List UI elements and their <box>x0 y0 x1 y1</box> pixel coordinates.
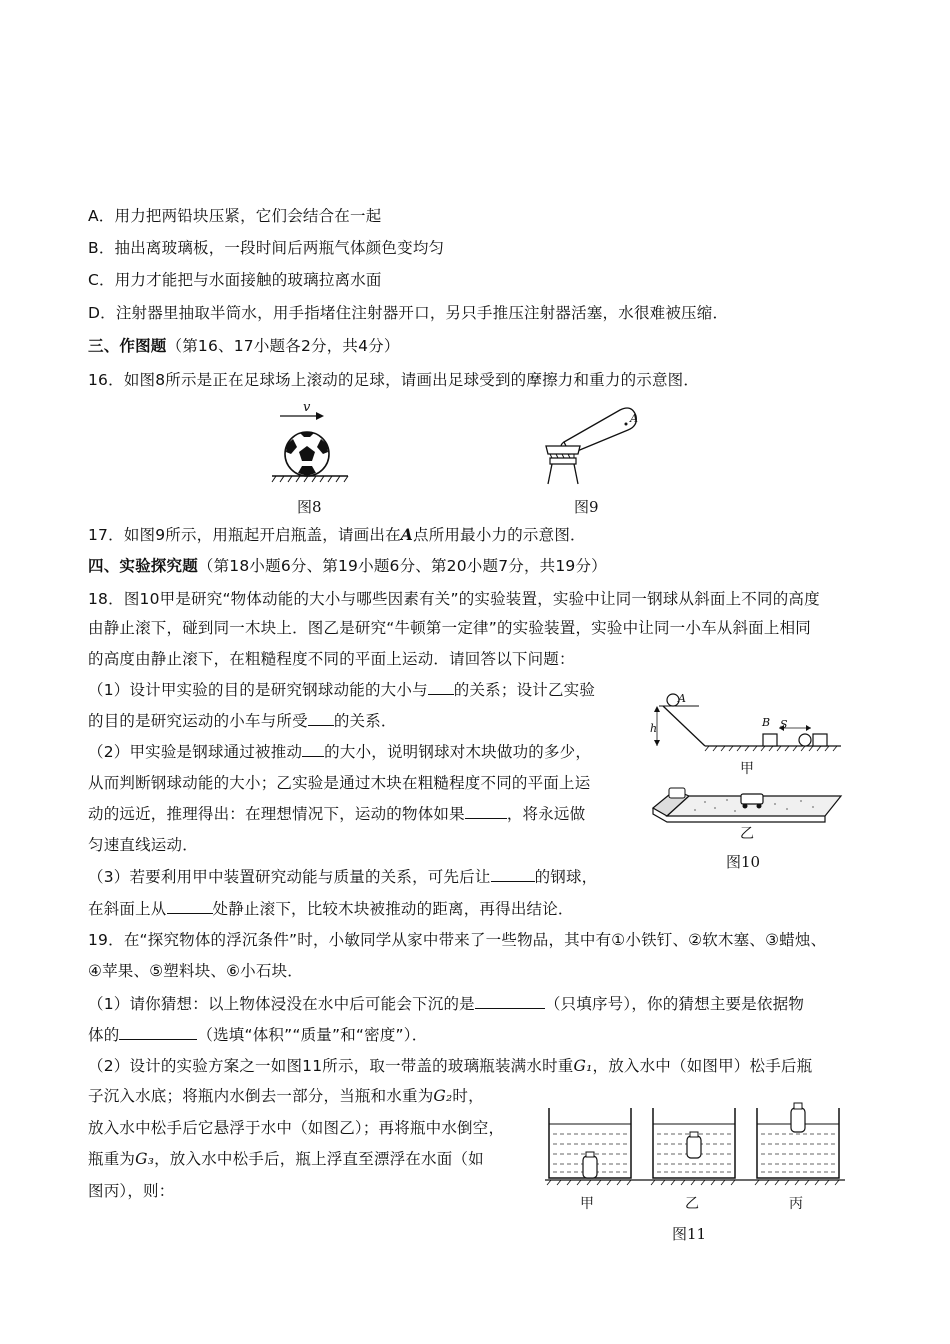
q17-post: 点所用最小力的示意图． <box>413 526 586 544</box>
option-a: A．用力把两铅块压紧，它们会结合在一起 <box>88 207 382 225</box>
section3-heading: 三、作图题 <box>88 337 167 355</box>
q19-p2-l4b: ，放入水中松手后，瓶上浮直至漂浮在水面（如 <box>154 1150 484 1168</box>
section4-title <box>88 555 607 577</box>
beaker-bing <box>757 1103 839 1178</box>
fig11-caption: 图11 <box>672 1225 707 1243</box>
q18-p2-l3a: 动的远近，推理得出：在理想情况下，运动的物体如果 <box>88 805 465 823</box>
q18-p2-l1b: 的大小，说明钢球对木块做功的多少， <box>324 743 592 761</box>
fig9-point-label: A <box>630 412 638 425</box>
q18-p2-line4: 匀速直线运动． <box>88 836 198 854</box>
q18-p1-l2b: 的关系． <box>333 712 397 730</box>
q18-p1-line2 <box>88 710 397 732</box>
q19-p2-l1b: ，放入水中（如图甲）松手后瓶 <box>592 1057 813 1075</box>
q18-p2-l3b: ，将永远做 <box>506 805 586 823</box>
q17-text <box>88 524 586 546</box>
fig10-label-a: A <box>678 692 686 705</box>
q19-g3: G₃ <box>135 1150 155 1168</box>
q19-p2-line2 <box>88 1085 484 1107</box>
q18-blank-3[interactable] <box>302 742 324 757</box>
q18-p3-l1a: （3）若要利用甲中装置研究动能与质量的关系，可先后让 <box>88 868 491 886</box>
q19-p2-line1 <box>88 1055 812 1077</box>
section4-heading: 四、实验探究题 <box>88 557 198 575</box>
q19-p1-line2 <box>88 1024 427 1046</box>
q18-p3-l2a: 在斜面上从 <box>88 900 167 918</box>
q18-line3: 的高度由静止滚下，在粗糙程度不同的平面上运动．请回答以下问题： <box>88 650 575 668</box>
fig9-caption: 图9 <box>574 498 599 516</box>
option-d: D．注射器里抽取半筒水，用手指堵住注射器开口，另只手推压注射器活塞，水很难被压缩． <box>88 304 729 322</box>
q19-line1: 19．在“探究物体的浮沉条件”时，小敏同学从家中带来了一些物品，其中有①小铁钉、②软木塞、③蜡烛、 <box>88 931 827 949</box>
section3-note: （第16、17小题各2分，共4分） <box>166 337 400 355</box>
q17-pre: 17．如图9所示，用瓶起开启瓶盖，请画出在 <box>88 526 401 544</box>
q18-p3-line2 <box>88 898 574 920</box>
q19-p2-l1a: （2）设计的实验方案之一如图11所示，取一带盖的玻璃瓶装满水时重 <box>88 1057 574 1075</box>
q18-p1-l2a: 的目的是研究运动的小车与所受 <box>88 712 308 730</box>
q18-p1-l1a: （1）设计甲实验的目的是研究钢球动能的大小与 <box>88 681 428 699</box>
q19-p1-line1 <box>88 993 804 1015</box>
fig9-bottle-opener <box>540 402 640 492</box>
q19-p2-l4a: 瓶重为 <box>88 1150 136 1168</box>
beaker-jia <box>549 1108 631 1178</box>
option-b: B．抽出离玻璃板，一段时间后两瓶气体颜色变均匀 <box>88 239 445 257</box>
option-c: C．用力才能把与水面接触的玻璃拉离水面 <box>88 271 382 289</box>
q18-line1: 18．图10甲是研究“物体动能的大小与哪些因素有关”的实验装置，实验中让同一钢球从斜面上不同的高度 <box>88 590 820 608</box>
q19-blank-2[interactable] <box>119 1025 197 1040</box>
q18-p2-l1a: （2）甲实验是钢球通过被推动 <box>88 743 303 761</box>
q19-blank-1[interactable] <box>475 994 545 1009</box>
fig11-label-jia: 甲 <box>580 1196 594 1212</box>
q18-p2-line3 <box>88 803 585 825</box>
q19-p2-line5: 图丙），则： <box>88 1182 175 1200</box>
q19-p2-l2a: 子沉入水底；将瓶内水倒去一部分，当瓶和水重为 <box>88 1087 434 1105</box>
q18-blank-4[interactable] <box>465 804 507 819</box>
q19-p1-l2a: 体的 <box>88 1026 120 1044</box>
q16-text: 16．如图8所示是正在足球场上滚动的足球，请画出足球受到的摩擦力和重力的示意图． <box>88 371 700 389</box>
fig8-caption: 图8 <box>297 498 322 516</box>
q18-blank-1[interactable] <box>428 680 454 695</box>
q18-blank-2[interactable] <box>308 711 334 726</box>
fig10-label-yi: 乙 <box>740 826 754 842</box>
q18-p3-l2b: 处静止滚下，比较木块被推动的距离，再得出结论． <box>212 900 574 918</box>
fig11-label-yi: 乙 <box>685 1196 699 1212</box>
q18-p3-line1 <box>88 866 597 888</box>
fig11-label-bing: 丙 <box>789 1196 803 1212</box>
fig10-caption: 图10 <box>726 853 761 871</box>
fig8-soccer-ball <box>270 402 350 492</box>
q18-blank-5[interactable] <box>491 867 535 882</box>
q19-p2-line4 <box>88 1148 484 1170</box>
fig10-label-jia: 甲 <box>740 761 754 777</box>
section3-title <box>88 335 400 357</box>
beaker-yi <box>653 1108 735 1178</box>
q19-g2: G₂ <box>433 1087 453 1105</box>
q19-p1-l1b: （只填序号），你的猜想主要是依据物 <box>544 995 805 1013</box>
q19-line2: ④苹果、⑤塑料块、⑥小石块． <box>88 962 303 980</box>
q18-p1-line1 <box>88 679 595 701</box>
q18-blank-6[interactable] <box>167 899 213 914</box>
q18-line2: 由静止滚下，碰到同一木块上．图乙是研究“牛顿第一定律”的实验装置，实验中让同一小车从斜面上相同 <box>88 619 811 637</box>
fig10-label-s: S <box>780 718 788 731</box>
q19-p1-l2b: （选填“体积”“质量”和“密度”）． <box>197 1026 428 1044</box>
fig10-label-b: B <box>762 716 771 729</box>
q19-g1: G₁ <box>573 1057 593 1075</box>
q19-p1-l1a: （1）请你猜想：以上物体浸没在水中后可能会下沉的是 <box>88 995 475 1013</box>
section4-note: （第18小题6分、第19小题6分、第20小题7分，共19分） <box>197 557 607 575</box>
q18-p2-line2: 从而判断钢球动能的大小；乙实验是通过木块在粗糙程度不同的平面上运 <box>88 774 591 792</box>
fig10-label-h: h <box>650 722 658 735</box>
q19-p2-l2b: 时， <box>452 1087 484 1105</box>
q19-p2-line3: 放入水中松手后它悬浮于水中（如图乙）；再将瓶中水倒空， <box>88 1119 505 1137</box>
q18-p3-l1b: 的钢球， <box>534 868 598 886</box>
q18-p1-l1b: 的关系；设计乙实验 <box>453 681 596 699</box>
fig8-velocity-label: v <box>303 400 311 415</box>
q17-point: A <box>400 525 414 544</box>
fig11-beakers <box>545 1100 845 1192</box>
q18-p2-line1 <box>88 741 591 763</box>
